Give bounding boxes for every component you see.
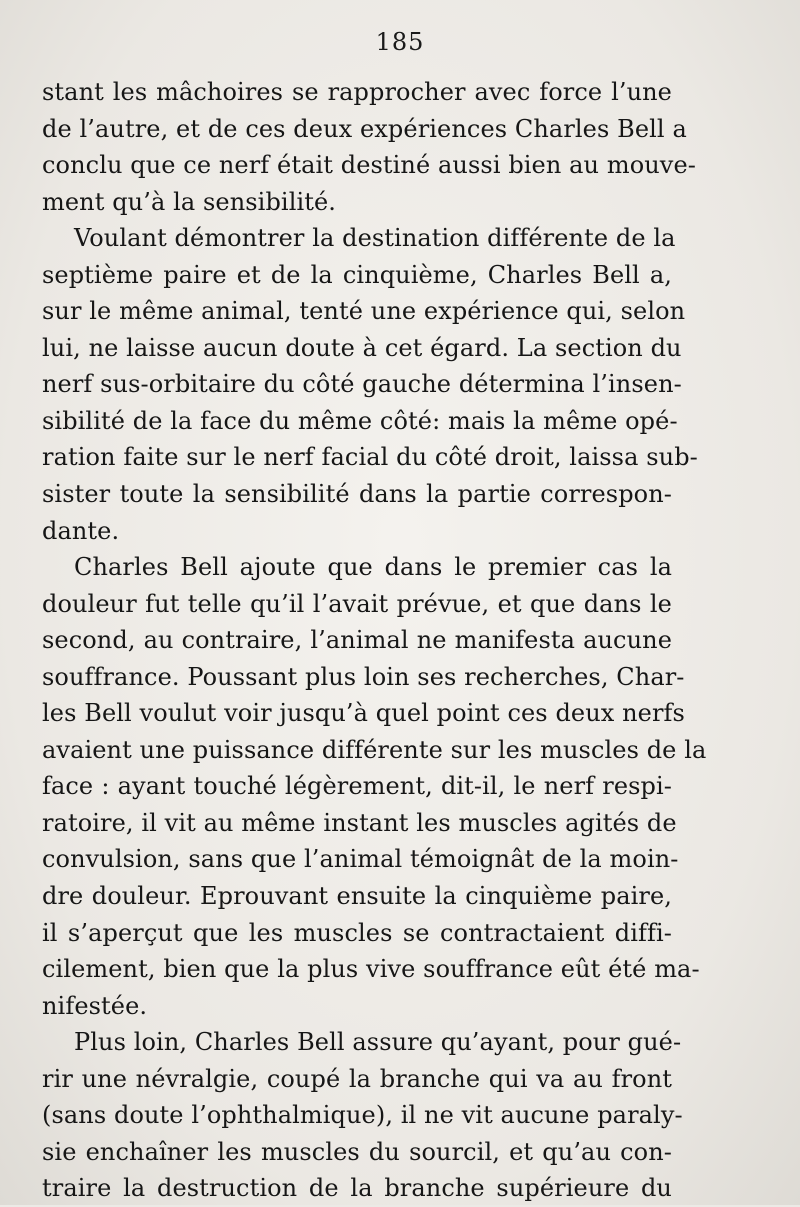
text-line: cilement, bien que la plus vive souffrance eût été ma- xyxy=(42,955,700,984)
text-line: rir une névralgie, coupé la branche qui va au front xyxy=(42,1064,672,1093)
text-line: ration faite sur le nerf facial du côté droit, laissa sub- xyxy=(42,443,698,472)
text-line: il s’aperçut que les muscles se contractaient diffi- xyxy=(42,918,672,947)
text-line: traire la destruction de la branche supérieure du xyxy=(42,1174,672,1203)
text-line: second, au contraire, l’animal ne manifesta aucune xyxy=(42,626,672,655)
text-line: avaient une puissance différente sur les muscles de la xyxy=(42,735,707,764)
text-line: nifestée. xyxy=(42,991,148,1020)
text-line: (sans doute l’ophthalmique), il ne vit aucune paraly- xyxy=(42,1101,683,1130)
text-line: sie enchaîner les muscles du sourcil, et qu’au con- xyxy=(42,1137,672,1166)
text-line: ratoire, il vit au même instant les muscles agités de xyxy=(42,808,677,837)
text-line: Plus loin, Charles Bell assure qu’ayant, pour gué- xyxy=(74,1028,682,1057)
text-line: Charles Bell ajoute que dans le premier cas la xyxy=(74,553,672,582)
text-line: les Bell voulut voir jusqu’à quel point ces deux nerfs xyxy=(42,699,685,728)
text-line: douleur fut telle qu’il l’avait prévue, et que dans le xyxy=(42,589,672,618)
text-line: de l’autre, et de ces deux expériences Charles Bell a xyxy=(42,114,687,143)
text-line: septième paire et de la cinquième, Charles Bell a, xyxy=(42,260,672,289)
text-line: nerf sus-orbitaire du côté gauche détermina l’insen- xyxy=(42,370,682,399)
text-line: dante. xyxy=(42,516,120,545)
text-line: ment qu’à la sensibilité. xyxy=(42,187,337,216)
text-line: stant les mâchoires se rapprocher avec force l’une xyxy=(42,78,672,106)
text-line: souffrance. Poussant plus loin ses recherches, Char- xyxy=(42,662,685,691)
text-line: face : ayant touché légèrement, dit-il, le nerf respi- xyxy=(42,772,672,801)
text-line: conclu que ce nerf était destiné aussi bien au mouve- xyxy=(42,151,696,180)
text-line: sibilité de la face du même côté: mais la même opé- xyxy=(42,406,678,435)
page-number: 185 xyxy=(375,28,425,56)
text-line: Voulant démontrer la destination différente de la xyxy=(74,224,676,253)
text-line: lui, ne laisse aucun doute à cet égard. La section du xyxy=(42,333,682,362)
text-line: convulsion, sans que l’animal témoignât de la moin- xyxy=(42,845,679,874)
text-line: sur le même animal, tenté une expérience qui, selon xyxy=(42,297,686,326)
text-line: dre douleur. Eprouvant ensuite la cinquième paire, xyxy=(42,882,672,911)
text-line: sister toute la sensibilité dans la partie correspon- xyxy=(42,480,672,509)
body-text xyxy=(42,74,707,1207)
